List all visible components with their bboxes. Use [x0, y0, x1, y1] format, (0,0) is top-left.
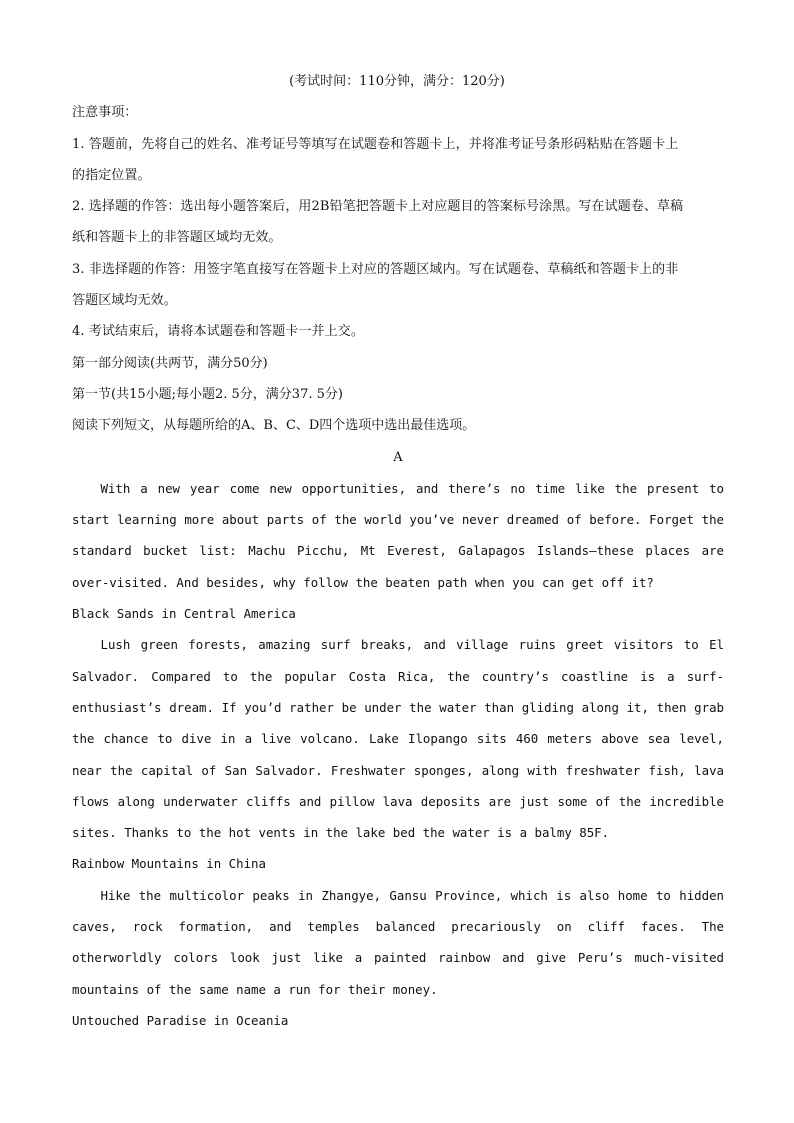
passage-label: A: [393, 449, 403, 465]
part1-title: 第一部分阅读(共两节，满分50分): [72, 355, 268, 371]
exam-page: [72, 66, 724, 1036]
notes-block: [72, 97, 724, 347]
notes-title: 注意事项：: [72, 105, 138, 121]
note-item-2-line-1: 2. 选择题的作答：选出每小题答案后，用2B铅笔把答题卡上对应题目的答案标号涂黑。写在试题卷、草稿: [72, 199, 684, 215]
reading-instruction: 阅读下列短文，从每题所给的A、B、C、D四个选项中选出最佳选项。: [72, 418, 476, 434]
section-heading-black-sands: Black Sands in Central America: [72, 606, 296, 622]
section1-title: 第一节(共15小题;每小题2. 5分，满分37. 5分): [72, 386, 343, 402]
note-item-4-line-1: 4. 考试结束后，请将本试题卷和答题卡一并上交。: [72, 324, 364, 340]
section-text-black-sands: Lush green forests, amazing surf breaks, and village ruins greet visitors to El Salvador. Compared to the popular Costa Rica, the country’s coastline is a surf-enthusiast’s dream. If you’d rather be under the water than gliding along it, then grab the chance to dive in a live volcano. Lake Ilopango sits 460 meters above sea level, near the capital of San Salvador. Freshwater sponges, along with freshwater fish, lava flows along underwater cliffs and pillow lava deposits are just some of the incredible sites. Thanks to the hot vents in the lake bed the water is a balmy 85F.: [72, 637, 724, 841]
note-item-2-line-2: 纸和答题卡上的非答题区域均无效。: [72, 230, 282, 246]
section-heading-untouched-paradise: Untouched Paradise in Oceania: [72, 1012, 289, 1028]
section-text-rainbow-mountains: Hike the multicolor peaks in Zhangye, Gansu Province, which is also home to hidden caves, rock formation, and temples balanced precariously on cliff faces. The otherworldly colors look just like a painted rainbow and give Peru’s much-visited mountains of the same name a run for their money.: [72, 887, 724, 997]
section-heading-rainbow-mountains: Rainbow Mountains in China: [72, 856, 266, 872]
note-item-3-line-2: 答题区域均无效。: [72, 293, 177, 309]
note-item-1-line-1: 1. 答题前，先将自己的姓名、准考证号等填写在试题卷和答题卡上，并将准考证号条形码粘贴在答题卡上: [72, 136, 679, 152]
exam-info: (考试时间：110分钟，满分：120分): [289, 74, 505, 89]
note-item-1-line-2: 的指定位置。: [72, 167, 151, 183]
note-item-3-line-1: 3. 非选择题的作答：用签字笔直接写在答题卡上对应的答题区域内。写在试题卷、草稿纸和答题卡上的非: [72, 261, 679, 277]
passage-intro: With a new year come new opportunities, and there’s no time like the present to start learning more about parts of the world you’ve never dreamed of before. Forget the standard bucket list: Machu Picchu, Mt Everest, Galapagos Islands—these places are over-visited. And besides, why follow the beaten path when you can get off it?: [72, 480, 724, 590]
